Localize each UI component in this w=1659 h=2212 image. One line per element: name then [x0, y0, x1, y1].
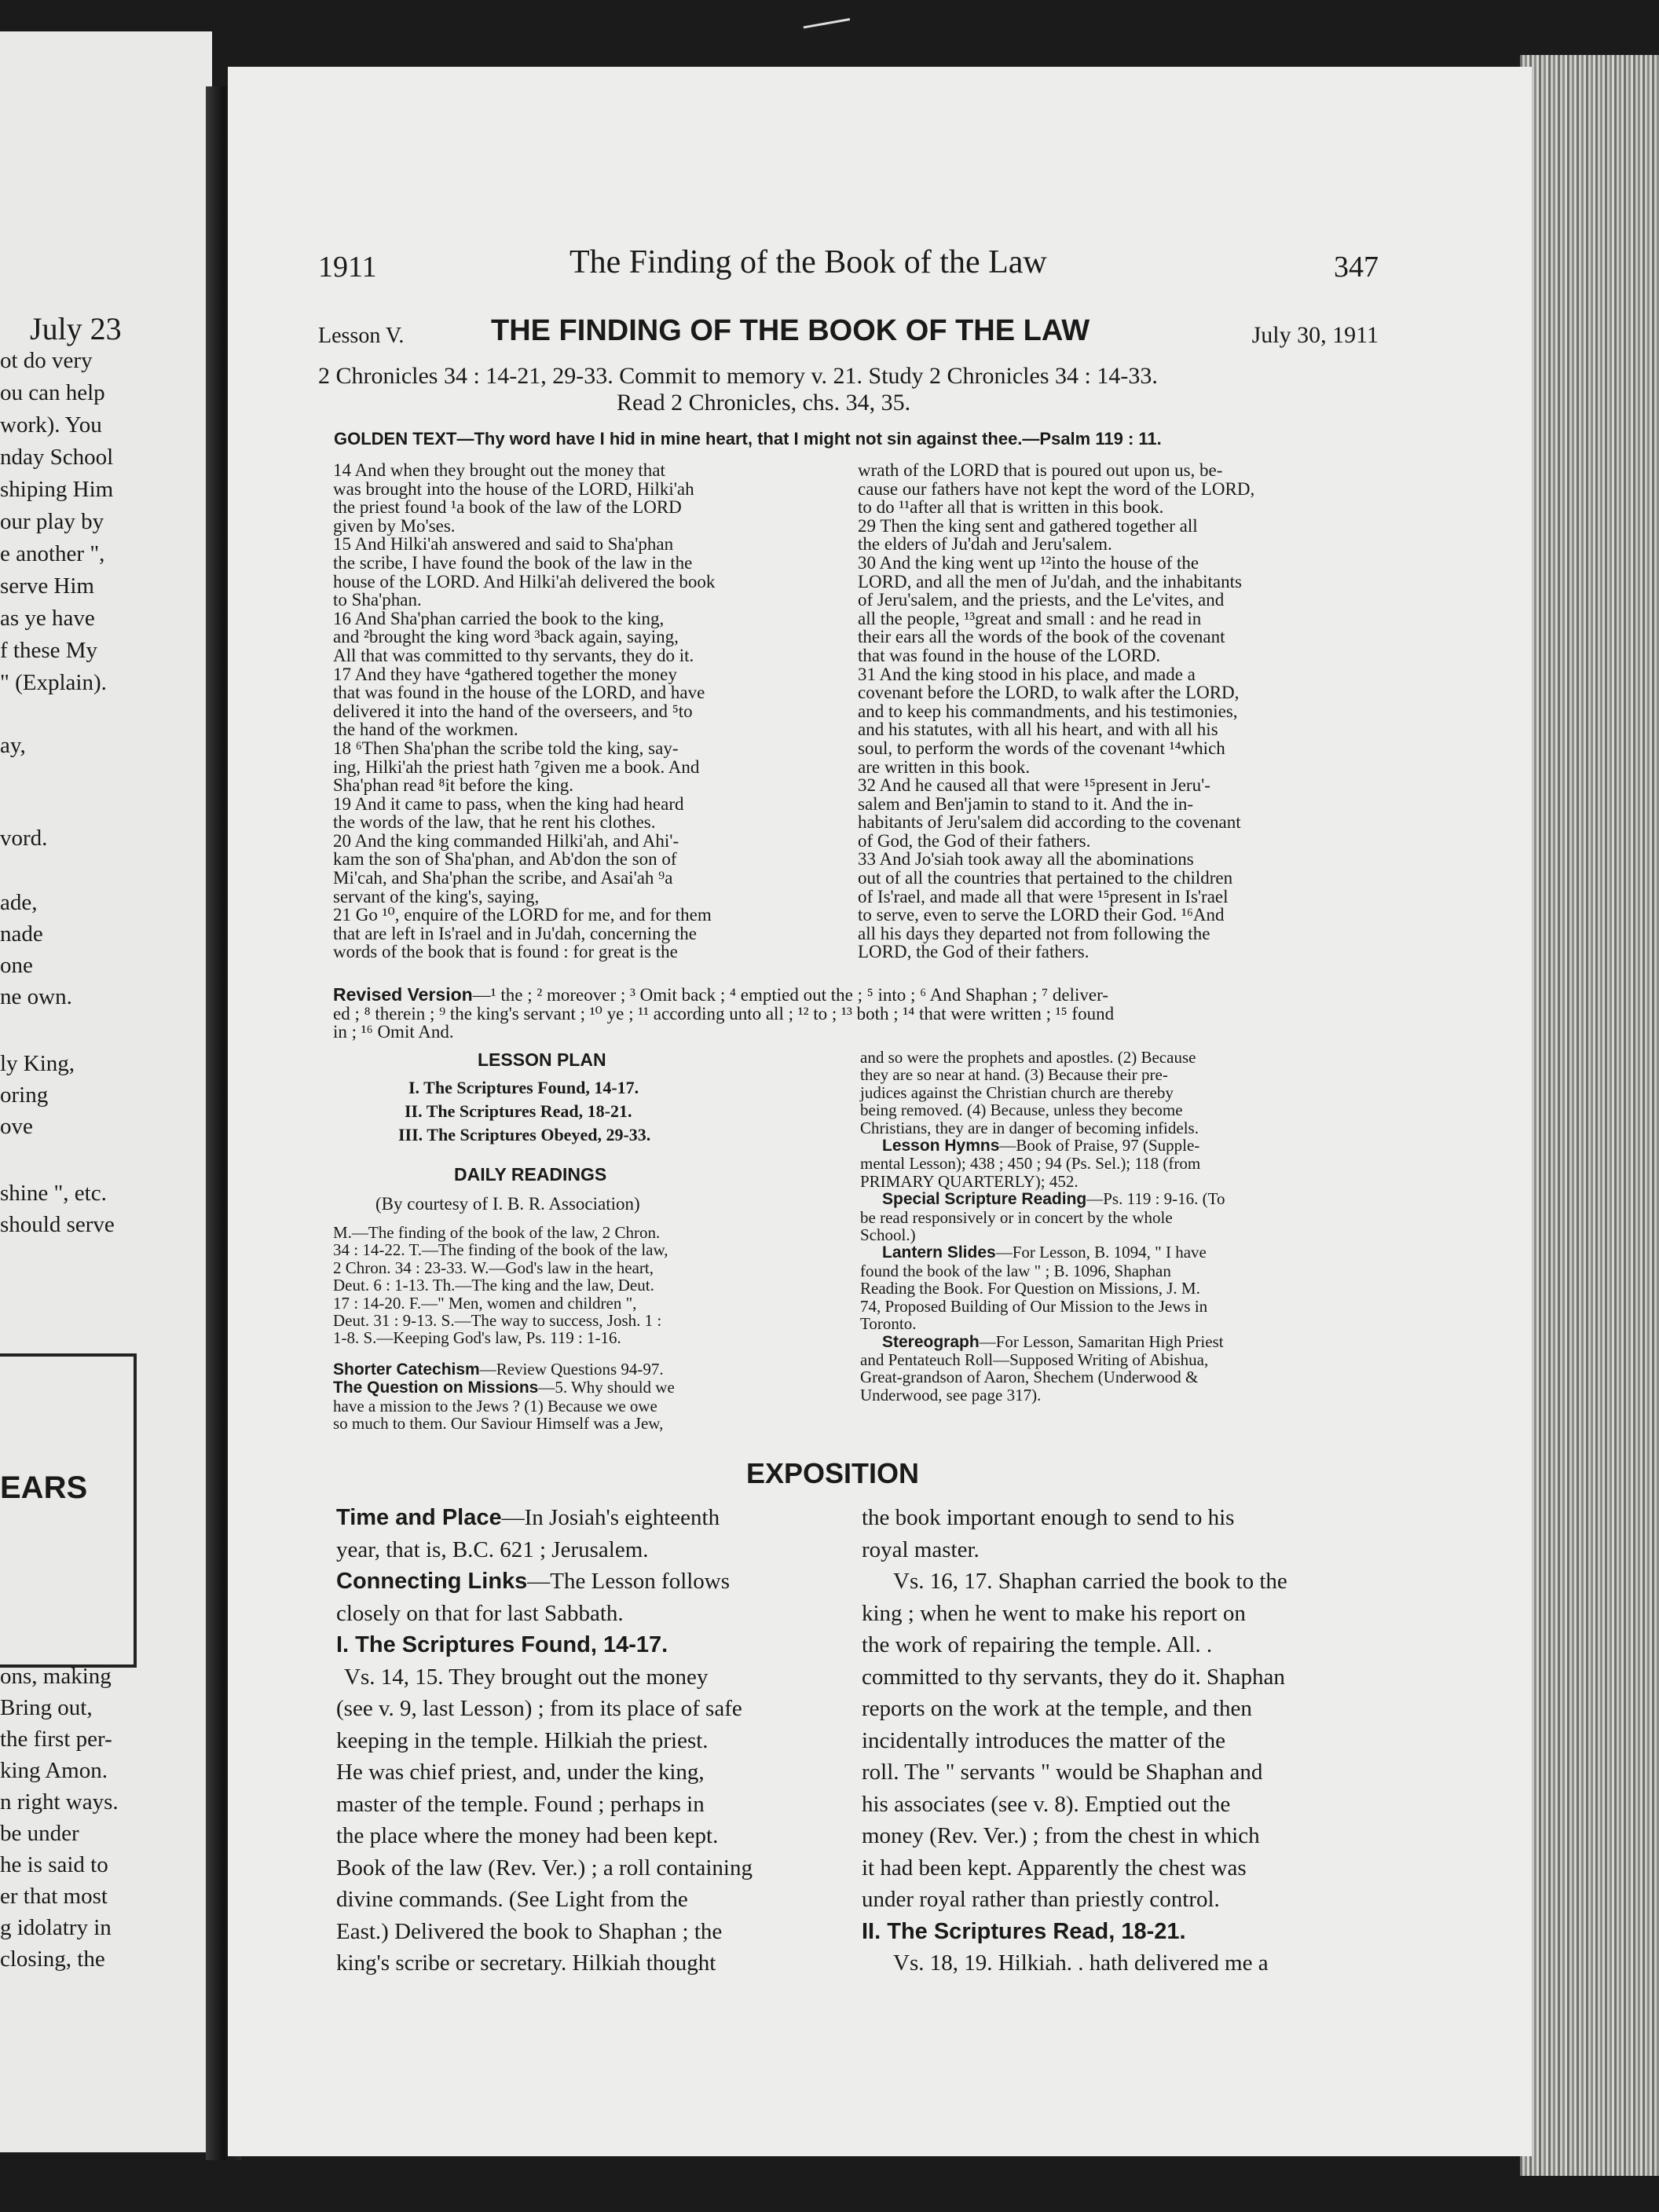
scripture-verse-line: 14 And when they brought out the money that: [333, 460, 665, 480]
scripture-verse-line: given by Mo'ses.: [333, 515, 456, 536]
scripture-verse-line: soul, to perform the words of the covenant ¹⁴which: [858, 738, 1225, 758]
missions-text: —5. Why should we: [538, 1378, 675, 1397]
exposition-line: it had been kept. Apparently the chest was: [862, 1855, 1247, 1881]
running-head: [318, 244, 1379, 289]
scripture-verse-line: Mi'cah, and Sha'phan the scribe, and Asai'ah ⁹a: [333, 868, 673, 888]
left-page-line: vord.: [0, 826, 48, 851]
left-page-line: closing, the: [0, 1946, 105, 1972]
left-page-line: as ye have: [0, 606, 95, 631]
left-page-line: ove: [0, 1114, 33, 1139]
exposition-line: committed to thy servants, they do it. Shaphan: [862, 1664, 1285, 1690]
section-heading-2: II. The Scriptures Read, 18-21.: [862, 1918, 1186, 1944]
left-page-line: the first per-: [0, 1727, 112, 1752]
exposition-line: reports on the work at the temple, and then: [862, 1696, 1252, 1721]
scripture-verse-line: kam the son of Sha'phan, and Ab'don the son of: [333, 849, 677, 870]
exposition-line: his associates (see v. 8). Emptied out the: [862, 1791, 1231, 1817]
golden-text: [334, 429, 1162, 449]
stereograph-line: and Pentateuch Roll—Supposed Writing of Abishua,: [860, 1350, 1209, 1369]
scripture-verse-line: that was found in the house of the LORD.: [858, 645, 1161, 665]
exposition-line: Vs. 18, 19. Hilkiah. . hath delivered me a: [893, 1950, 1269, 1976]
scripture-verse-line: All that was committed to thy servants, they do it.: [333, 645, 694, 665]
daily-readings-heading: DAILY READINGS: [454, 1164, 607, 1185]
time-place-text: —In Josiah's eighteenth: [501, 1505, 720, 1530]
exposition-line: divine commands. (See Light from the: [336, 1887, 688, 1912]
left-page-line: er that most: [0, 1884, 108, 1909]
left-page-line: be under: [0, 1821, 79, 1846]
scripture-verse-line: the hand of the workmen.: [333, 720, 518, 740]
lesson-plan-heading: LESSON PLAN: [478, 1049, 606, 1070]
scripture-verse-line: servant of the king's, saying,: [333, 886, 540, 906]
exposition-line: Book of the law (Rev. Ver.) ; a roll containing: [336, 1855, 753, 1881]
exposition-line: master of the temple. Found ; perhaps in: [336, 1791, 705, 1817]
scripture-verse-line: 29 Then the king sent and gathered together all: [858, 515, 1198, 536]
lesson-plan-item-1: I. The Scriptures Found, 14-17.: [408, 1078, 639, 1097]
scripture-verse-line: Sha'phan read ⁸it before the king.: [333, 775, 573, 796]
left-page-line: n right ways.: [0, 1789, 119, 1815]
connecting-links-label: Connecting Links: [336, 1569, 528, 1594]
left-page-line: ay,: [0, 733, 26, 758]
revised-version-line-1: —¹ the ; ² moreover ; ³ Omit back ; ⁴ emptied out the ; ⁵ into ; ⁶ And Shaphan ; ⁷ deliver-: [472, 985, 1108, 1005]
scripture-verse-line: habitants of Jeru'salem did according to the covenant: [858, 812, 1241, 833]
scripture-left-column: [333, 461, 715, 961]
right-notes: [860, 1049, 1225, 1404]
scripture-verse-line: the scribe, I have found the book of the law in the: [333, 552, 693, 573]
golden-text-label: GOLDEN TEXT: [334, 429, 457, 449]
section-heading-1: I. The Scriptures Found, 14-17.: [336, 1632, 668, 1657]
exposition-line: He was chief priest, and, under the king,: [336, 1760, 705, 1785]
scripture-verse-line: all the people, ¹³great and small : and he read in: [858, 608, 1202, 628]
scripture-verse-line: cause our fathers have not kept the word of the LORD,: [858, 478, 1255, 499]
left-page-line: ly King,: [0, 1051, 75, 1076]
exposition-line: under royal rather than priestly control.: [862, 1887, 1220, 1912]
daily-reading-line: 2 Chron. 34 : 23-33. W.—God's law in the heart,: [333, 1258, 654, 1277]
catechism-and-missions: [333, 1361, 675, 1433]
left-page-line: ot do very: [0, 348, 93, 373]
stereograph-label: Stereograph: [882, 1332, 980, 1351]
left-page-line: king Amon.: [0, 1758, 108, 1783]
exposition-heading: EXPOSITION: [746, 1457, 920, 1489]
scripture-verse-line: covenant before the LORD, to walk after the LORD,: [858, 683, 1240, 703]
special-reading-text: —Ps. 119 : 9-16. (To: [1086, 1189, 1225, 1209]
exposition-line: (see v. 9, last Lesson) ; from its place of safe: [336, 1696, 742, 1721]
scripture-verse-line: to serve, even to serve the LORD their God. ¹⁶And: [858, 905, 1225, 925]
scripture-verse-line: to Sha'phan.: [333, 590, 422, 610]
scripture-verse-line: that was found in the house of the LORD, and have: [333, 683, 705, 703]
left-page-line: nade: [0, 921, 43, 947]
exposition-line: the work of repairing the temple. All. .: [862, 1632, 1213, 1657]
revised-version: [333, 986, 1114, 1042]
scripture-verse-line: to do ¹¹after all that is written in this book.: [858, 497, 1164, 518]
scripture-verse-line: are written in this book.: [858, 756, 1031, 777]
exposition-line: year, that is, B.C. 621 ; Jerusalem.: [336, 1536, 649, 1562]
exposition-line: closely on that for last Sabbath.: [336, 1600, 624, 1626]
lesson-title: THE FINDING OF THE BOOK OF THE LAW: [491, 314, 1090, 347]
left-page-line: ne own.: [0, 984, 72, 1009]
left-page-line: g idolatry in: [0, 1915, 112, 1940]
exposition-line: the place where the money had been kept.: [336, 1823, 719, 1848]
left-page-line: ons, making: [0, 1664, 112, 1689]
scripture-verse-line: that are left in Is'rael and in Ju'dah, concerning the: [333, 923, 697, 943]
scripture-verse-line: and his statutes, with all his heart, and with all his: [858, 720, 1218, 740]
golden-text-body: —Thy word have I hid in mine heart, that I might not sin against thee.—Psalm 119 : 11.: [456, 429, 1162, 449]
exposition-left-column: [336, 1502, 839, 1979]
catechism-text: —Review Questions 94-97.: [479, 1360, 664, 1379]
revised-version-label: Revised Version: [333, 984, 473, 1005]
scripture-verse-line: 19 And it came to pass, when the king had heard: [333, 793, 684, 814]
scripture-verse-line: ing, Hilki'ah the priest hath ⁷given me a book. And: [333, 756, 700, 777]
revised-version-line-3: in ; ¹⁶ Omit And.: [333, 1022, 454, 1042]
notes-line: Christians, they are in danger of becoming infidels.: [860, 1118, 1199, 1137]
special-reading-line: be read responsively or in concert by the whole: [860, 1207, 1173, 1227]
exposition-line: king ; when he went to make his report on: [862, 1600, 1246, 1626]
lantern-slides-text: —For Lesson, B. 1094, " I have: [995, 1243, 1207, 1262]
page-edges: [1520, 55, 1659, 2176]
scripture-right-column: [858, 461, 1254, 961]
stereograph-text: —For Lesson, Samaritan High Priest: [979, 1331, 1224, 1351]
exposition-line: royal master.: [862, 1536, 980, 1562]
exposition-right-column: [862, 1502, 1364, 1979]
scripture-verse-line: of Jeru'salem, and the priests, and the Le'vites, and: [858, 590, 1225, 610]
scripture-verse-line: the words of the law, that he rent his clothes.: [333, 812, 656, 833]
lesson-date: July 30, 1911: [1251, 322, 1379, 348]
left-page-line: Bring out,: [0, 1695, 93, 1720]
daily-reading-line: 34 : 14-22. T.—The finding of the book of the law,: [333, 1240, 668, 1260]
scripture-verse-line: was brought into the house of the LORD, Hilki'ah: [333, 478, 694, 499]
lantern-line: found the book of the law " ; B. 1096, Shaphan: [860, 1261, 1171, 1280]
left-page-line: work). You: [0, 412, 102, 438]
daily-reading-line: 1-8. S.—Keeping God's law, Ps. 119 : 1-16.: [333, 1328, 621, 1348]
special-reading-line: School.): [860, 1225, 916, 1245]
exposition-line: incidentally introduces the matter of the: [862, 1727, 1226, 1753]
left-page-line: shine ", etc.: [0, 1181, 107, 1206]
smudge: [804, 18, 855, 52]
left-page-line: ou can help: [0, 380, 105, 405]
notes-line: and so were the prophets and apostles. (2) Because: [860, 1048, 1196, 1067]
daily-readings-text: [333, 1224, 668, 1347]
exposition-line: Vs. 16, 17. Shaphan carried the book to the: [893, 1569, 1287, 1594]
scripture-verse-line: LORD, the God of their fathers.: [858, 942, 1090, 962]
scripture-verse-line: 20 And the king commanded Hilki'ah, and Ahi'-: [333, 830, 679, 851]
scripture-verse-line: LORD, and all the men of Ju'dah, and the inhabitants: [858, 571, 1242, 591]
left-page-line: shiping Him: [0, 477, 114, 502]
scripture-verse-line: house of the LORD. And Hilki'ah delivered the book: [333, 571, 716, 591]
lantern-line: Toronto.: [860, 1314, 917, 1334]
scripture-verse-line: and to keep his commandments, and his testimonies,: [858, 701, 1238, 721]
scripture-verse-line: of God, the God of their fathers.: [858, 830, 1091, 851]
special-reading-label: Special Scripture Reading: [882, 1190, 1087, 1209]
header-year: 1911: [318, 251, 377, 284]
notes-line: being removed. (4) Because, unless they become: [860, 1101, 1183, 1120]
stereograph-line: Underwood, see page 317).: [860, 1385, 1042, 1404]
left-page-line: he is said to: [0, 1852, 108, 1877]
catechism-label: Shorter Catechism: [333, 1361, 480, 1379]
scripture-verse-line: the elders of Ju'dah and Jeru'salem.: [858, 534, 1112, 555]
exposition-line: the book important enough to send to his: [862, 1505, 1235, 1530]
scripture-verse-line: 32 And he caused all that were ¹⁵present in Jeru'-: [858, 775, 1210, 796]
scripture-verse-line: 30 And the king went up ¹²into the house of the: [858, 552, 1199, 573]
scripture-verse-line: salem and Ben'jamin to stand to it. And the in-: [858, 793, 1194, 814]
lantern-line: Reading the Book. For Question on Missions, J. M.: [860, 1279, 1200, 1298]
lesson-plan-item-2: II. The Scriptures Read, 18-21.: [405, 1101, 632, 1121]
left-page-box: [0, 1353, 137, 1668]
missions-line-1: have a mission to the Jews ? (1) Because we owe: [333, 1396, 657, 1415]
missions-label: The Question on Missions: [333, 1379, 539, 1397]
daily-reading-line: 17 : 14-20. F.—" Men, women and children ",: [333, 1293, 637, 1313]
left-page-line: nday School: [0, 445, 114, 470]
left-facing-page: [0, 31, 212, 2152]
exposition-line: money (Rev. Ver.) ; from the chest in which: [862, 1823, 1260, 1848]
lesson-plan-item-3: III. The Scriptures Obeyed, 29-33.: [398, 1125, 651, 1144]
connecting-links-text: —The Lesson follows: [527, 1569, 731, 1594]
exposition-line: roll. The " servants " would be Shaphan and: [862, 1760, 1263, 1785]
exposition-line: Vs. 14, 15. They brought out the money: [344, 1664, 709, 1690]
time-place-label: Time and Place: [336, 1505, 502, 1530]
scripture-verse-line: 21 Go ¹⁰, enquire of the LORD for me, and for them: [333, 905, 712, 925]
scripture-verse-line: of Is'rael, and made all that were ¹⁵present in Is'rael: [858, 886, 1229, 906]
exposition-line: keeping in the temple. Hilkiah the priest.: [336, 1727, 709, 1753]
left-page-line: ade,: [0, 890, 38, 915]
left-page-line: should serve: [0, 1212, 115, 1237]
left-page-box-label: EARS: [0, 1470, 88, 1505]
lantern-slides-label: Lantern Slides: [882, 1243, 996, 1262]
scripture-verse-line: 31 And the king stood in his place, and made a: [858, 664, 1196, 684]
exposition-line: East.) Delivered the book to Shaphan ; the: [336, 1918, 723, 1944]
left-page-line: e another ",: [0, 541, 105, 566]
left-page-line: serve Him: [0, 573, 94, 599]
scripture-verse-line: 33 And Jo'siah took away all the abominations: [858, 849, 1194, 870]
scripture-verse-line: 18 ⁶Then Sha'phan the scribe told the king, say-: [333, 738, 679, 758]
daily-reading-line: M.—The finding of the book of the law, 2 Chron.: [333, 1223, 661, 1242]
hymns-text: —Book of Praise, 97 (Supple-: [999, 1136, 1200, 1155]
scripture-verse-line: 15 And Hilki'ah answered and said to Sha'phan: [333, 534, 674, 555]
left-page-line: oring: [0, 1082, 49, 1108]
reference-line-1: 2 Chronicles 34 : 14-21, 29-33. Commit to memory v. 21. Study 2 Chronicles 34 : 14-33.: [318, 363, 1158, 389]
hymns-line: mental Lesson); 438 ; 450 ; 94 (Ps. Sel.); 118 (from: [860, 1154, 1201, 1174]
scripture-verse-line: words of the book that is found : for great is the: [333, 942, 678, 962]
scripture-verse-line: and ²brought the king word ³back again, saying,: [333, 627, 679, 647]
scripture-verse-line: delivered it into the hand of the overseers, and ⁵to: [333, 701, 693, 721]
exposition-line: king's scribe or secretary. Hilkiah thought: [336, 1950, 716, 1976]
daily-readings-courtesy: (By courtesy of I. B. R. Association): [375, 1194, 640, 1214]
page-number: 347: [1334, 251, 1379, 284]
scripture-verse-line: their ears all the words of the book of the covenant: [858, 627, 1225, 647]
reference-line-2: Read 2 Chronicles, chs. 34, 35.: [617, 390, 911, 416]
left-page-line: f these My: [0, 638, 98, 663]
scripture-verse-line: wrath of the LORD that is poured out upon us, be-: [858, 460, 1223, 480]
left-page-line: " (Explain).: [0, 670, 107, 695]
lesson-number: Lesson V.: [318, 324, 405, 348]
scripture-verse-line: all his days they departed not from following the: [858, 923, 1210, 943]
running-title: The Finding of the Book of the Law: [569, 244, 1047, 280]
stereograph-line: Great-grandson of Aaron, Shechem (Underwood &: [860, 1368, 1199, 1387]
scripture-verse-line: 16 And Sha'phan carried the book to the king,: [333, 608, 665, 628]
daily-reading-line: Deut. 6 : 1-13. Th.—The king and the law, Deut.: [333, 1276, 654, 1295]
missions-line-2: so much to them. Our Saviour Himself was a Jew,: [333, 1414, 664, 1434]
left-page-heading: July 23: [30, 311, 122, 346]
hymns-label: Lesson Hymns: [882, 1137, 1000, 1155]
left-page-line: one: [0, 953, 33, 978]
lantern-line: 74, Proposed Building of Our Mission to the Jews in: [860, 1296, 1208, 1316]
scripture-verse-line: the priest found ¹a book of the law of the LORD: [333, 497, 682, 518]
notes-line: they are so near at hand. (3) Because their pre-: [860, 1065, 1168, 1085]
daily-reading-line: Deut. 31 : 9-13. S.—The way to success, Josh. 1 :: [333, 1311, 662, 1331]
left-page-line: our play by: [0, 509, 104, 534]
revised-version-line-2: ed ; ⁸ therein ; ⁹ the king's servant ; ¹⁰ ye ; ¹¹ according unto all ; ¹² to ; ¹³ both ; ¹⁴ that were written ; ¹⁵ found: [333, 1003, 1115, 1024]
scripture-verse-line: out of all the countries that pertained to the children: [858, 868, 1233, 888]
notes-line: judices against the Christian church are thereby: [860, 1082, 1174, 1102]
scripture-verse-line: 17 And they have ⁴gathered together the money: [333, 664, 677, 684]
hymns-line: PRIMARY QUARTERLY); 452.: [860, 1171, 1079, 1191]
